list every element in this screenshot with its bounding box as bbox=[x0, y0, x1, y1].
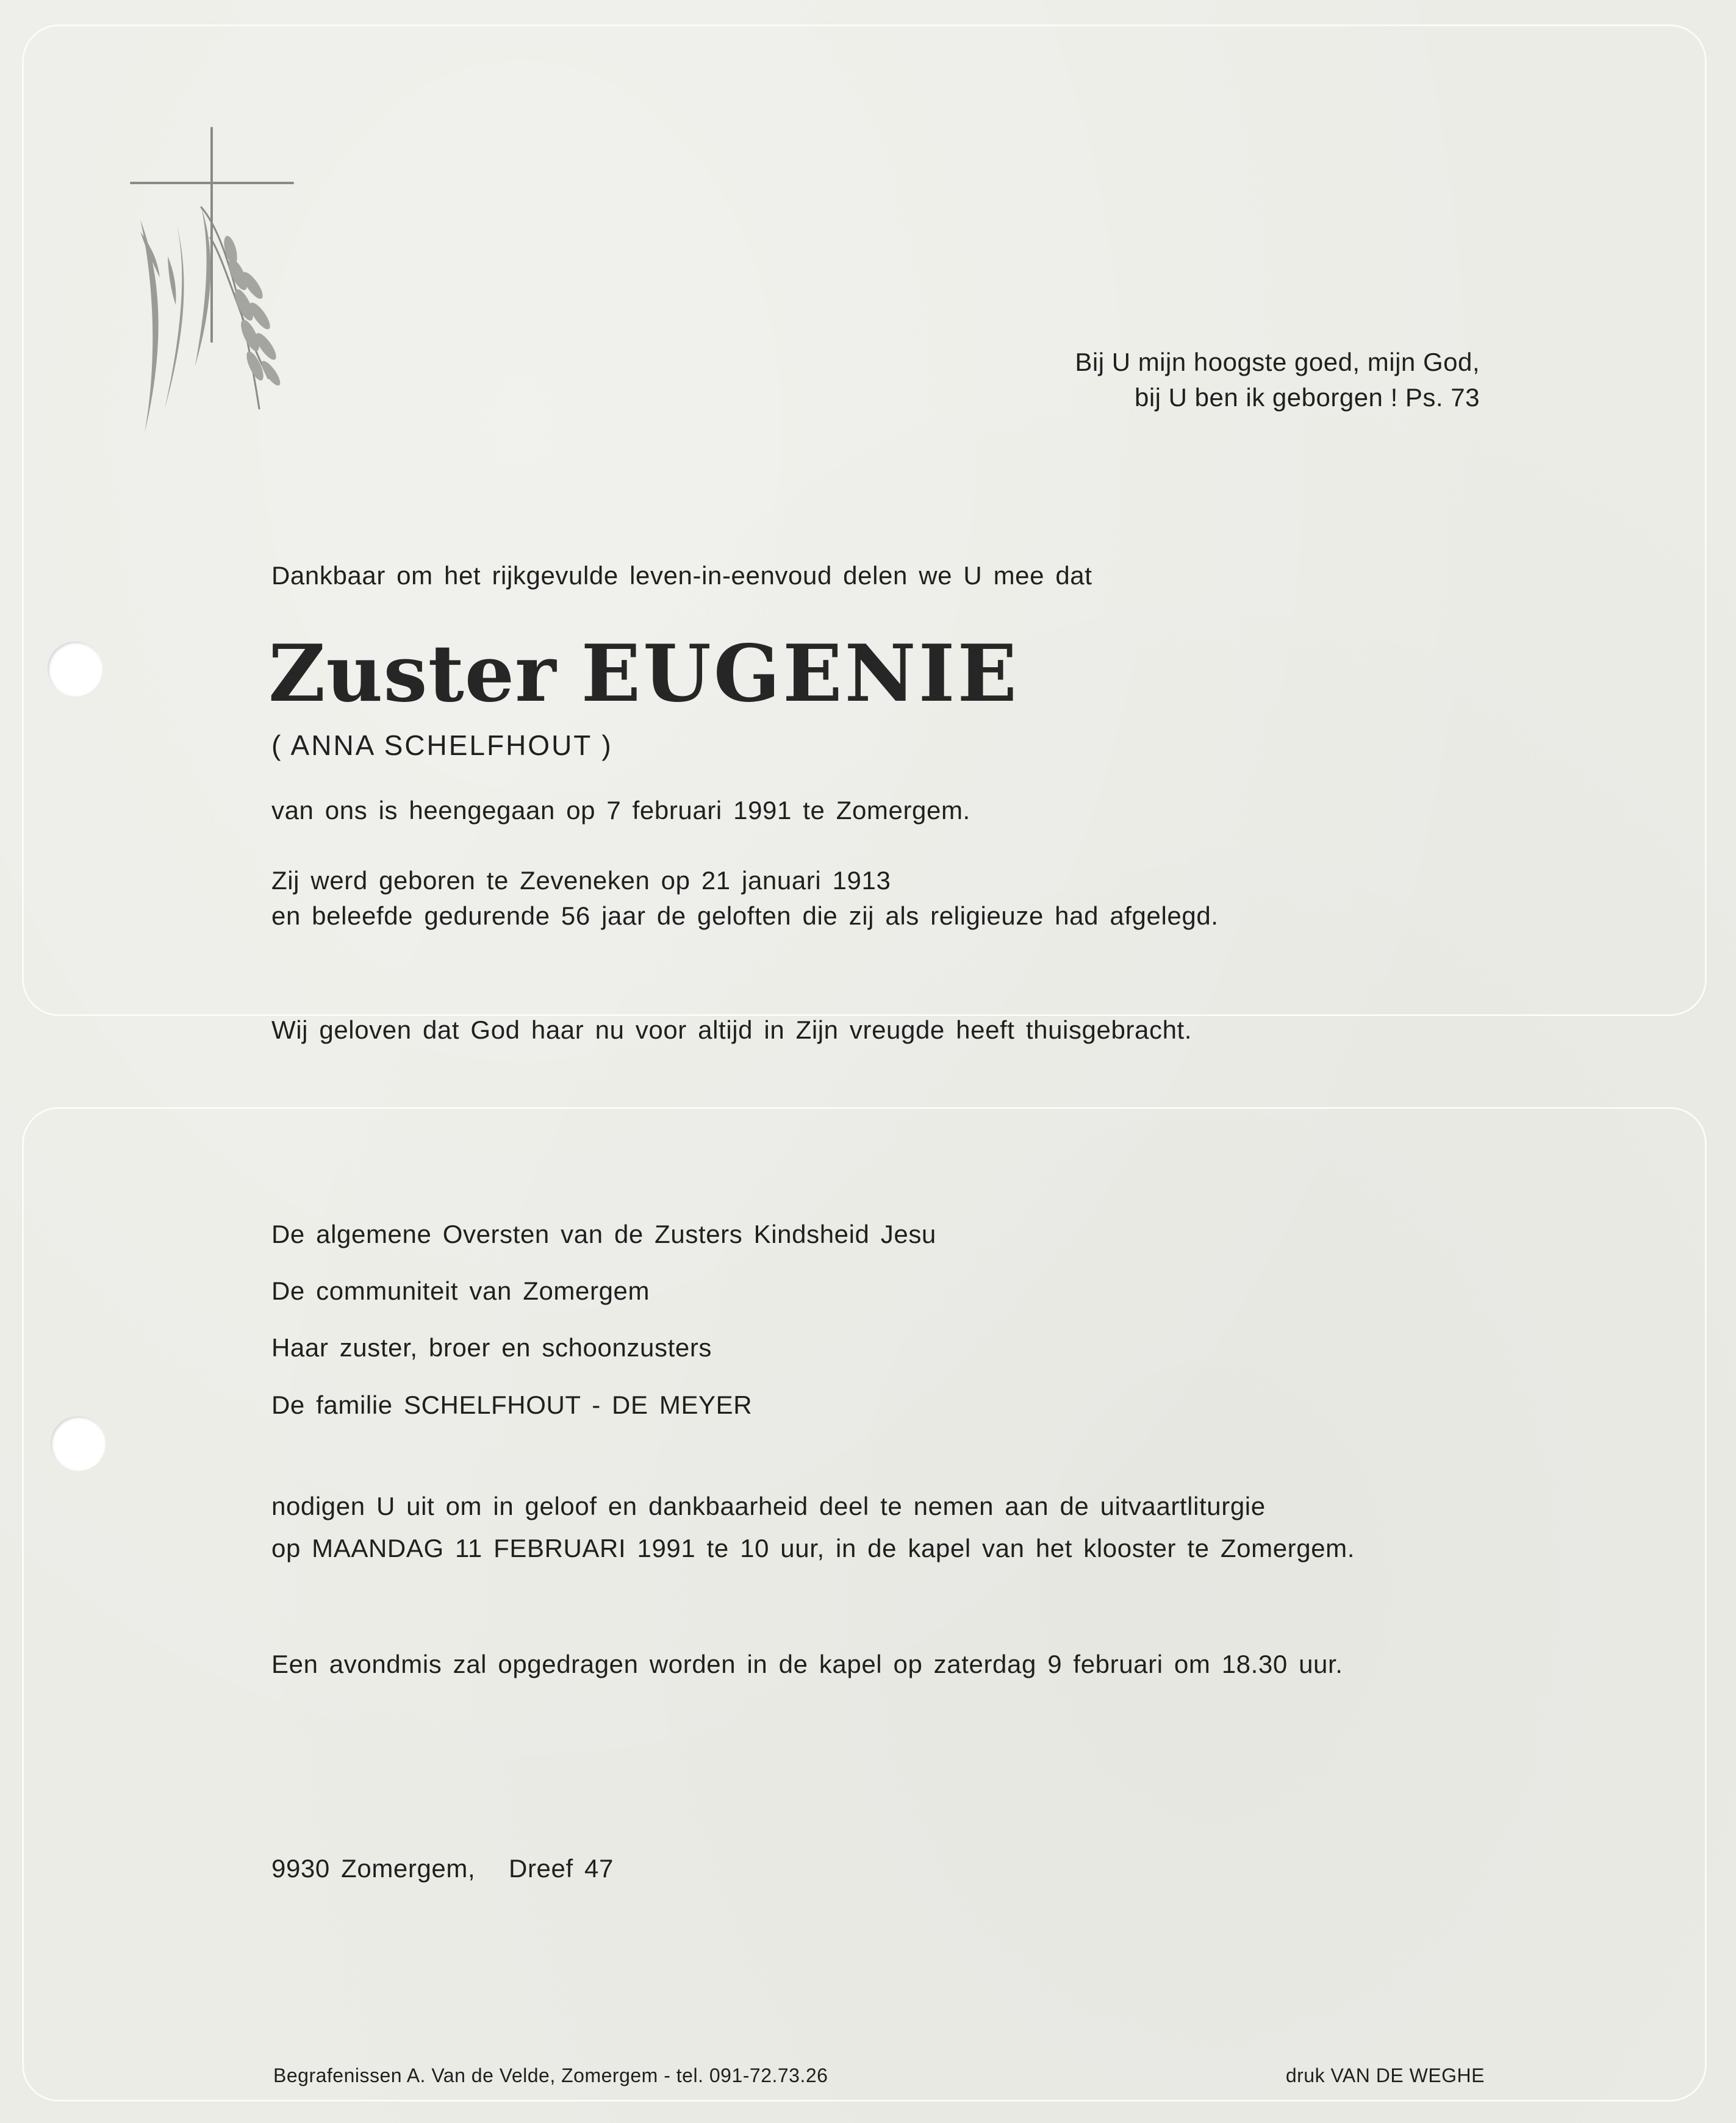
funeral-home-credit: Begrafenissen A. Van de Velde, Zomergem - tel. 091-72.73.26 bbox=[273, 2064, 828, 2086]
name-prefix: Zuster bbox=[268, 628, 557, 720]
psalm-line-2: bij U ben ik geborgen ! Ps. 73 bbox=[1134, 383, 1480, 412]
punch-hole bbox=[48, 642, 102, 696]
passing-text: van ons is heengegaan op 7 februari 1991 te Zomergem. bbox=[271, 796, 970, 825]
mourner-line: De algemene Oversten van de Zusters Kindsheid Jesu bbox=[271, 1220, 936, 1248]
psalm-line-1: Bij U mijn hoogste goed, mijn God, bbox=[1075, 348, 1480, 376]
invitation-line-2: op MAANDAG 11 FEBRUARI 1991 te 10 uur, in de kapel van het klooster te Zomergem. bbox=[271, 1534, 1355, 1563]
printer-credit: druk VAN DE WEGHE bbox=[1285, 2064, 1485, 2086]
faith-text: Wij geloven dat God haar nu voor altijd in Zijn vreugde heeft thuisgebracht. bbox=[271, 1015, 1193, 1044]
evening-mass-text: Een avondmis zal opgedragen worden in de kapel op zaterdag 9 februari om 18.30 uur. bbox=[271, 1650, 1343, 1678]
bio-line-1: Zij werd geboren te Zeveneken op 21 januari 1913 bbox=[271, 866, 891, 895]
name-main: EUGENIE bbox=[581, 628, 1020, 720]
mourner-line: De communiteit van Zomergem bbox=[271, 1276, 650, 1305]
civil-name: ( ANNA SCHELFHOUT ) bbox=[271, 729, 613, 761]
intro-text: Dankbaar om het rijkgevulde leven-in-eenvoud delen we U mee dat bbox=[271, 561, 1092, 590]
address: 9930 Zomergem, Dreef 47 bbox=[271, 1854, 614, 1883]
punch-hole bbox=[51, 1416, 106, 1471]
mourner-line: Haar zuster, broer en schoonzusters bbox=[271, 1333, 712, 1362]
invitation-line-1: nodigen U uit om in geloof en dankbaarheid deel te nemen aan de uitvaartliturgie bbox=[271, 1492, 1266, 1520]
mourner-line: De familie SCHELFHOUT - DE MEYER bbox=[271, 1391, 753, 1419]
deceased-name bbox=[268, 628, 1019, 720]
cross-with-wheat-icon bbox=[122, 122, 329, 439]
card-panel-bottom bbox=[22, 1107, 1707, 2102]
bio-line-2: en beleefde gedurende 56 jaar de geloften die zij als religieuze had afgelegd. bbox=[271, 901, 1219, 930]
